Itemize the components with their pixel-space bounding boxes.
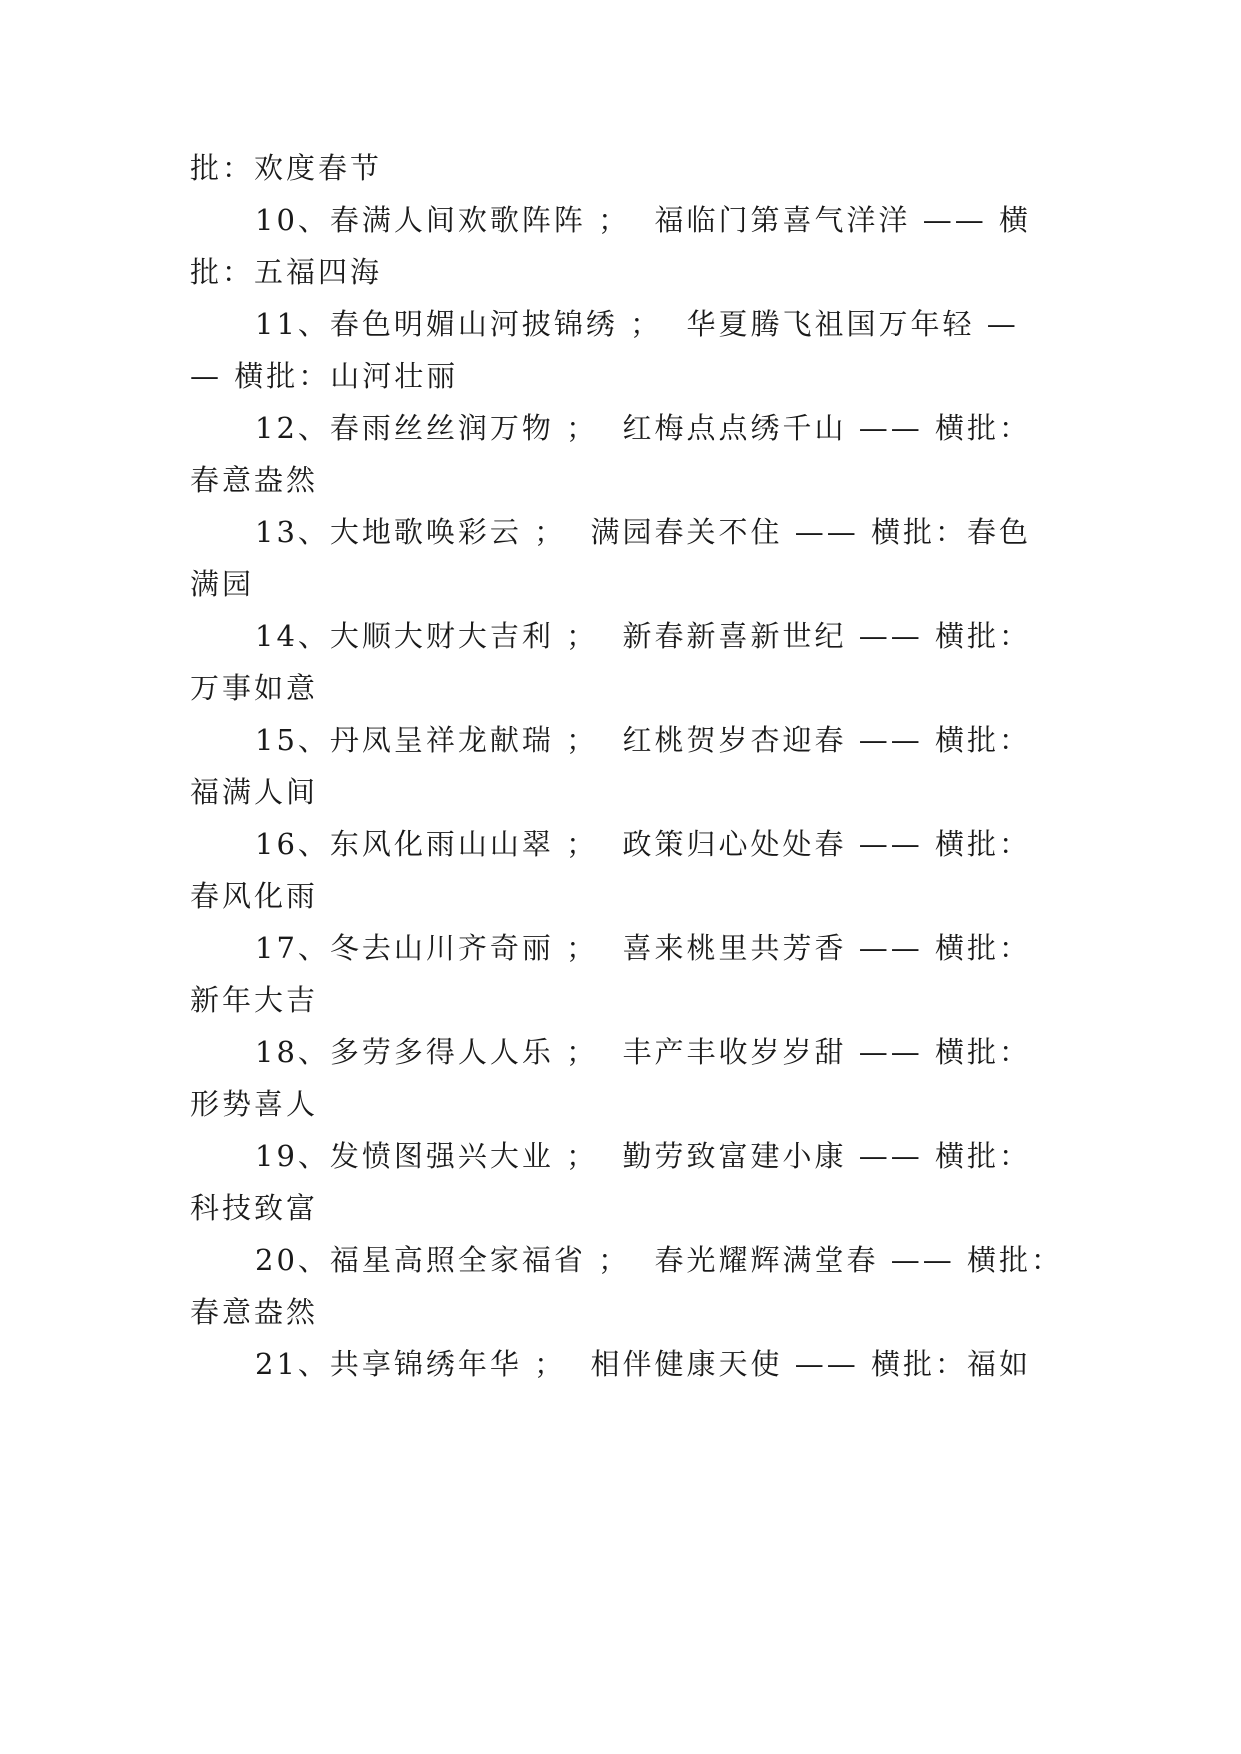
couplet-11: 11、春色明媚山河披锦绣 ； 华夏腾飞祖国万年轻 — — [255, 307, 1019, 341]
text-line: — 横批：山河壮丽 — [190, 359, 459, 393]
text-line: 新年大吉 — [190, 983, 319, 1017]
couplet-10: 10、春满人间欢歌阵阵 ； 福临门第喜气洋洋 —— 横 — [255, 203, 1031, 237]
text-line: 形势喜人 — [190, 1087, 319, 1121]
couplet-16: 16、东风化雨山山翠 ； 政策归心处处春 —— 横批： — [255, 827, 1031, 861]
text-line: 春意盎然 — [190, 463, 319, 497]
text-line: 科技致富 — [190, 1191, 319, 1225]
couplet-12: 12、春雨丝丝润万物 ； 红梅点点绣千山 —— 横批： — [255, 411, 1031, 445]
text-line: 满园 — [190, 567, 255, 601]
couplet-19: 19、发愤图强兴大业 ； 勤劳致富建小康 —— 横批： — [255, 1139, 1031, 1173]
text-line: 批：五福四海 — [190, 255, 383, 289]
text-line: 万事如意 — [190, 671, 319, 705]
couplet-14: 14、大顺大财大吉利 ； 新春新喜新世纪 —— 横批： — [255, 619, 1031, 653]
text-line: 春风化雨 — [190, 879, 319, 913]
couplet-17: 17、冬去山川齐奇丽 ； 喜来桃里共芳香 —— 横批： — [255, 931, 1031, 965]
couplet-15: 15、丹凤呈祥龙献瑞 ； 红桃贺岁杏迎春 —— 横批： — [255, 723, 1031, 757]
couplet-13: 13、大地歌唤彩云 ； 满园春关不住 —— 横批：春色 — [255, 515, 1031, 549]
text-line: 福满人间 — [190, 775, 319, 809]
text-line: 批：欢度春节 — [190, 151, 383, 185]
couplet-21: 21、共享锦绣年华 ； 相伴健康天使 —— 横批：福如 — [255, 1347, 1031, 1381]
couplet-18: 18、多劳多得人人乐 ； 丰产丰收岁岁甜 —— 横批： — [255, 1035, 1031, 1069]
couplet-20: 20、福星高照全家福省 ； 春光耀辉满堂春 —— 横批： — [255, 1243, 1063, 1277]
text-line: 春意盎然 — [190, 1295, 319, 1329]
